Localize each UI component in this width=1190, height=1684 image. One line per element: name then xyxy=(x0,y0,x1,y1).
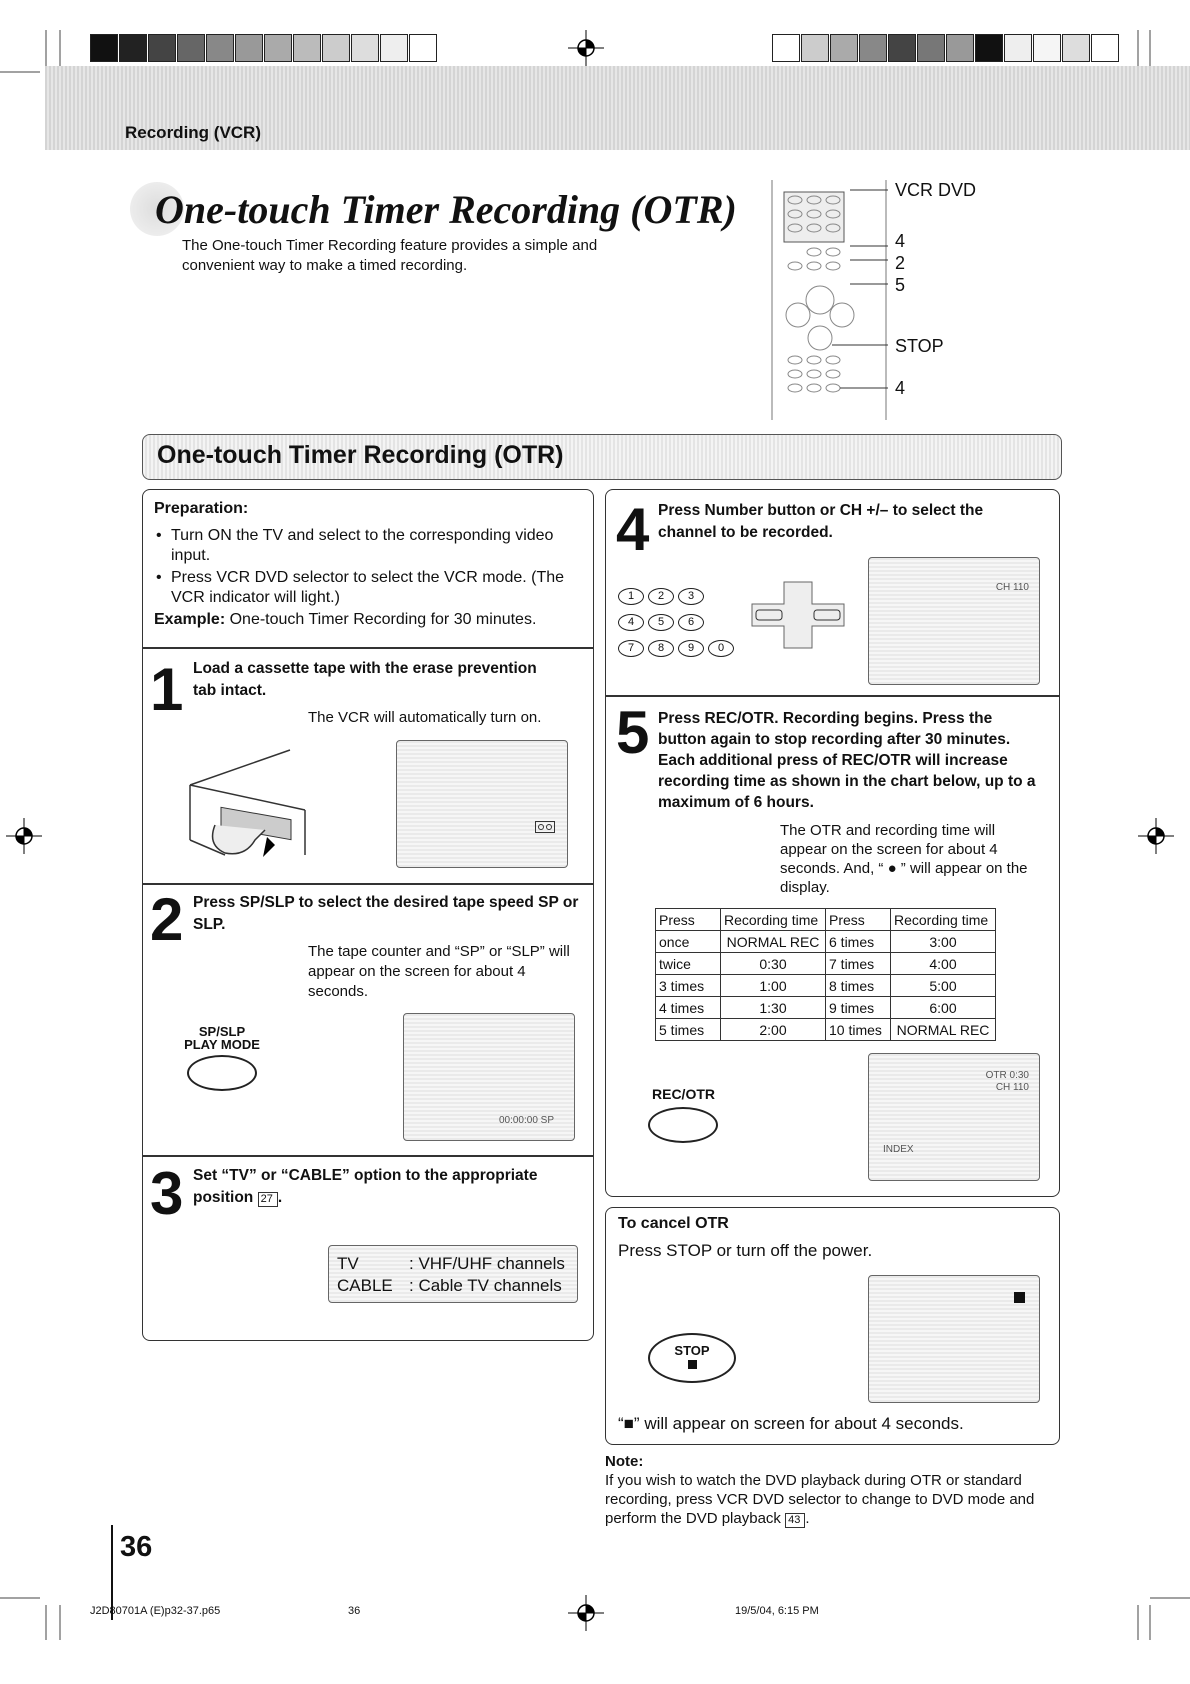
vcr-cassette-illustration xyxy=(185,745,315,860)
step-number: 3 xyxy=(150,1160,184,1227)
preparation-block xyxy=(154,500,584,630)
otr-channel-display: CH 110 xyxy=(995,1082,1029,1093)
remote-control-illustration xyxy=(770,180,890,420)
table-header-cell: Recording time xyxy=(721,909,826,931)
note-block: Note: If you wish to watch the DVD playback during OTR or standard recording, press VCR DVD selector to change to DVD mode and perform the DVD playback 43 . xyxy=(605,1452,1065,1528)
number-keys xyxy=(618,583,738,661)
divider xyxy=(142,883,594,885)
table-cell: 7 times xyxy=(826,953,891,975)
tv-screen-step1 xyxy=(396,740,568,868)
table-row xyxy=(656,1019,996,1041)
preparation-item-text: Turn ON the TV and select to the corresponding video input. xyxy=(171,527,554,564)
table-row xyxy=(656,931,996,953)
table-cell: NORMAL REC xyxy=(891,1019,996,1041)
tv-screen-cancel xyxy=(868,1275,1040,1403)
number-keys-row xyxy=(618,635,738,661)
option-tv-desc: : VHF/UHF channels xyxy=(409,1254,565,1273)
otr-recording-time-table xyxy=(655,908,996,1041)
table-cell: 6:00 xyxy=(891,997,996,1019)
number-key[interactable]: 0 xyxy=(708,640,734,657)
step2-heading: Press SP/SLP to select the desired tape speed SP or SLP. xyxy=(193,894,579,933)
step3-heading-text: Set “TV” or “CABLE” option to the appropriate position xyxy=(193,1167,538,1206)
callout-2: 2 xyxy=(895,253,906,273)
cancel-instruction: Press STOP or turn off the power. xyxy=(618,1241,873,1260)
tv-screen-step2 xyxy=(403,1013,575,1141)
table-cell: twice xyxy=(656,953,721,975)
number-key[interactable]: 4 xyxy=(618,614,644,631)
number-keys-row xyxy=(618,583,738,609)
section-header-title: One-touch Timer Recording (OTR) xyxy=(157,441,564,469)
note-heading: Note: xyxy=(605,1453,644,1470)
step1-body: The VCR will automatically turn on. xyxy=(308,709,542,726)
step1-heading: Load a cassette tape with the erase prevention tab intact. xyxy=(193,660,537,699)
number-key[interactable]: 5 xyxy=(648,614,674,631)
table-cell: NORMAL REC xyxy=(721,931,826,953)
stop-square-icon xyxy=(688,1360,697,1369)
divider xyxy=(142,1155,594,1157)
sp-slp-label xyxy=(182,1025,262,1051)
table-cell: 10 times xyxy=(826,1019,891,1041)
table-header-cell: Press xyxy=(656,909,721,931)
note-text: If you wish to watch the DVD playback during OTR or standard recording, press VCR DVD selector to change to DVD mode and perform the DVD playback xyxy=(605,1472,1035,1527)
footer-file: J2D80701A (E)p32-37.p65 xyxy=(90,1605,221,1617)
table-cell: 3 times xyxy=(656,975,721,997)
option-cable-desc: : Cable TV channels xyxy=(409,1276,562,1295)
page-number: 36 xyxy=(120,1531,153,1563)
divider xyxy=(142,647,594,649)
table-cell: 1:00 xyxy=(721,975,826,997)
table-cell: 0:30 xyxy=(721,953,826,975)
number-key[interactable]: 7 xyxy=(618,640,644,657)
number-key[interactable]: 1 xyxy=(618,588,644,605)
stop-button[interactable] xyxy=(648,1333,736,1383)
cancel-heading: To cancel OTR xyxy=(618,1215,729,1232)
step-number: 4 xyxy=(616,496,650,563)
option-tv-name: TV xyxy=(337,1254,359,1273)
table-cell: 2:00 xyxy=(721,1019,826,1041)
number-key[interactable]: 2 xyxy=(648,588,674,605)
ch-cross-pad-icon[interactable] xyxy=(748,580,848,650)
tv-screen-step5 xyxy=(868,1053,1040,1181)
table-cell: 9 times xyxy=(826,997,891,1019)
number-keys-row xyxy=(618,609,738,635)
step4-heading: Press Number button or CH +/– to select the channel to be recorded. xyxy=(658,502,984,541)
table-cell: 8 times xyxy=(826,975,891,997)
number-key[interactable]: 3 xyxy=(678,588,704,605)
table-row xyxy=(656,997,996,1019)
number-key[interactable]: 6 xyxy=(678,614,704,631)
divider xyxy=(605,695,1060,697)
step-number: 5 xyxy=(616,699,650,766)
page-title: One-touch Timer Recording (OTR) xyxy=(155,187,737,232)
callout-vcr-dvd: VCR DVD xyxy=(895,180,977,200)
channel-display: CH 110 xyxy=(995,582,1029,593)
cassette-icon xyxy=(535,821,555,833)
tv-screen-step4 xyxy=(868,557,1040,685)
rec-otr-label: REC/OTR xyxy=(652,1086,715,1102)
sp-slp-label-2: PLAY MODE xyxy=(184,1037,260,1052)
table-cell: 4 times xyxy=(656,997,721,1019)
cancel-note: “■” will appear on screen for about 4 seconds. xyxy=(618,1414,964,1433)
otr-time-display: OTR 0:30 xyxy=(985,1070,1029,1081)
table-header-cell: Recording time xyxy=(891,909,996,931)
step5-body: The OTR and recording time will appear on the screen for about 4 seconds. And, “ ● ” will appear on the display. xyxy=(780,822,1028,896)
table-header-cell: Press xyxy=(826,909,891,931)
index-indicator: INDEX xyxy=(883,1144,914,1155)
page-ref-badge: 27 xyxy=(258,1192,278,1207)
table-cell: 6 times xyxy=(826,931,891,953)
table-cell: 1:30 xyxy=(721,997,826,1019)
step5-heading: Press REC/OTR. Recording begins. Press the button again to stop recording after 30 minutes. Each additional press of REC/OTR will increase recording time as shown in the chart below, up to a maximum of 6 hours. xyxy=(658,710,1036,811)
step2-body: The tape counter and “SP” or “SLP” will appear on the screen for about 4 seconds. xyxy=(308,943,570,1000)
callout-4b: 4 xyxy=(895,378,906,398)
page-ref-badge: 43 xyxy=(785,1513,805,1528)
table-cell: 3:00 xyxy=(891,931,996,953)
number-key[interactable]: 8 xyxy=(648,640,674,657)
table-cell: 4:00 xyxy=(891,953,996,975)
table-row xyxy=(656,953,996,975)
tape-counter-text: 00:00:00 SP xyxy=(498,1115,554,1126)
callout-5: 5 xyxy=(895,275,906,295)
table-row xyxy=(656,975,996,997)
footer-page: 36 xyxy=(348,1605,361,1617)
preparation-item: • Press VCR DVD selector to select the VCR mode. (The VCR indicator will light.) xyxy=(156,569,565,606)
callout-stop: STOP xyxy=(895,336,944,356)
table-cell: 5 times xyxy=(656,1019,721,1041)
table-header-row xyxy=(656,909,996,931)
preparation-item-text: Press VCR DVD selector to select the VCR mode. (The VCR indicator will light.) xyxy=(171,569,565,606)
intro-text: The One-touch Timer Recording feature provides a simple and convenient way to make a timed recording. xyxy=(182,237,598,274)
step-number: 1 xyxy=(150,656,184,723)
table-cell: once xyxy=(656,931,721,953)
sp-slp-button[interactable] xyxy=(187,1055,257,1091)
example-text: One-touch Timer Recording for 30 minutes. xyxy=(229,611,537,628)
step-number: 2 xyxy=(150,886,184,953)
stop-button-label: STOP xyxy=(674,1343,710,1358)
sp-slp-label-1: SP/SLP xyxy=(198,1024,246,1039)
section-label: Recording (VCR) xyxy=(125,123,261,142)
number-key[interactable]: 9 xyxy=(678,640,704,657)
stop-square-icon xyxy=(1014,1292,1025,1303)
section-header-bar xyxy=(142,434,1062,480)
preparation-example xyxy=(154,610,584,630)
preparation-item: • Turn ON the TV and select to the corresponding video input. xyxy=(156,527,554,564)
example-label: Example: xyxy=(154,611,226,628)
callout-4: 4 xyxy=(895,231,906,251)
tv-cable-options xyxy=(328,1245,578,1303)
table-cell: 5:00 xyxy=(891,975,996,997)
preparation-heading: Preparation: xyxy=(154,500,249,517)
step3-heading: Set “TV” or “CABLE” option to the appropriate position 27 . xyxy=(193,1167,538,1206)
rec-otr-button[interactable] xyxy=(648,1107,718,1143)
footer-date: 19/5/04, 6:15 PM xyxy=(735,1605,819,1617)
option-cable-name: CABLE xyxy=(337,1276,393,1295)
